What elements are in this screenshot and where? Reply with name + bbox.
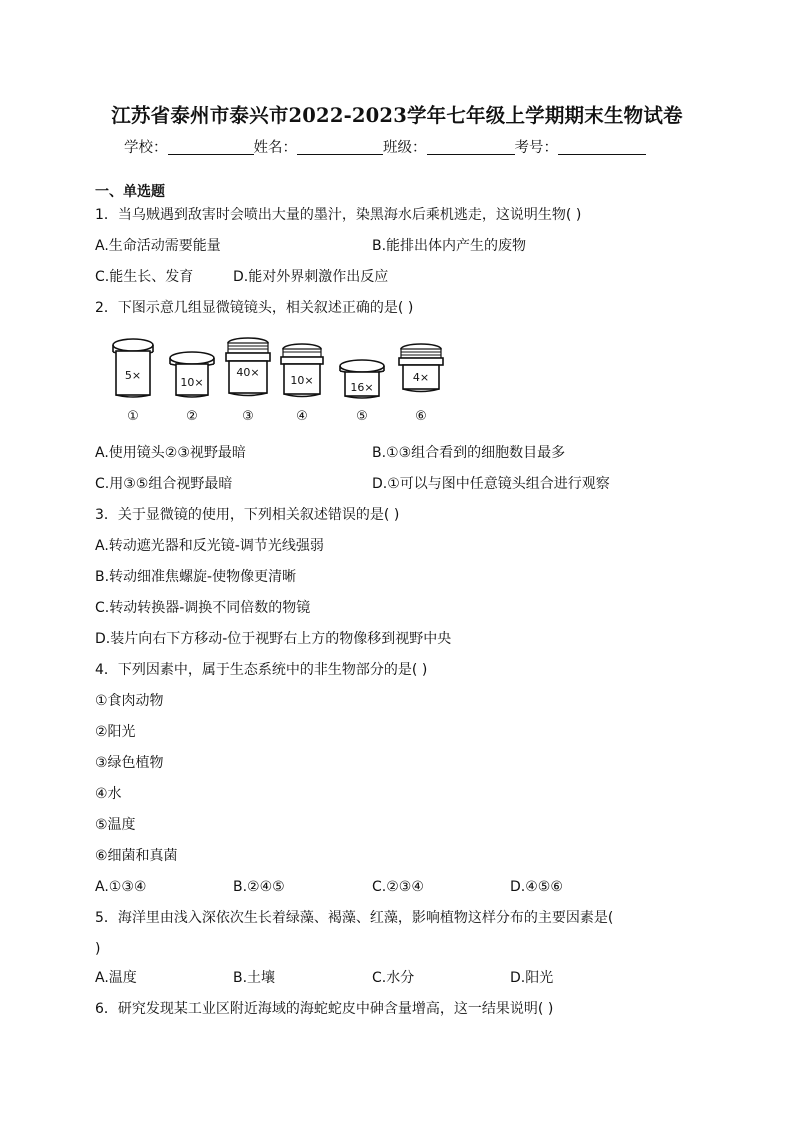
lens-6 bbox=[399, 344, 443, 424]
lens-5 bbox=[340, 360, 384, 424]
q4-option-c: C.②③④ bbox=[372, 879, 424, 895]
exam-number-blank bbox=[558, 139, 646, 155]
name-label: 姓名： bbox=[253, 140, 297, 156]
exam-number-label: 考号： bbox=[514, 140, 558, 156]
lens-1-mag: 5× bbox=[124, 369, 142, 382]
q2-option-d: D.①可以与图中任意镜头组合进行观察 bbox=[372, 476, 610, 492]
q5-stem: 5．海洋里由浅入深依次生长着绿藻、褐藻、红藻，影响植物这样分布的主要因素是( bbox=[95, 910, 614, 926]
q5-option-d: D.阳光 bbox=[510, 970, 554, 986]
lens-3 bbox=[226, 338, 270, 424]
q4-item: ③绿色植物 bbox=[95, 755, 164, 771]
q1-option-d: D.能对外界刺激作出反应 bbox=[233, 269, 389, 285]
lens-2-mag: 10× bbox=[180, 376, 204, 389]
section-heading: 一、单选题 bbox=[95, 184, 165, 200]
q4-item: ④水 bbox=[95, 786, 122, 802]
lens-5-num: ⑤ bbox=[356, 409, 368, 424]
lens-6-mag: 4× bbox=[412, 371, 430, 384]
lens-3-num: ③ bbox=[242, 409, 254, 424]
q4-option-d: D.④⑤⑥ bbox=[510, 879, 563, 895]
lens-2-num: ② bbox=[186, 409, 198, 424]
q2-option-a: A.使用镜头②③视野最暗 bbox=[95, 445, 246, 461]
q4-stem: 4．下列因素中，属于生态系统中的非生物部分的是( ) bbox=[95, 662, 428, 678]
q1-option-a: A.生命活动需要能量 bbox=[95, 238, 221, 254]
school-blank bbox=[168, 139, 254, 155]
q2-stem: 2．下图示意几组显微镜镜头，相关叙述正确的是( ) bbox=[95, 300, 414, 316]
q1-option-c: C.能生长、发育 bbox=[95, 269, 194, 285]
q3-option-d: D.装片向右下方移动-位于视野右上方的物像移到视野中央 bbox=[95, 631, 452, 647]
microscope-lens-figure bbox=[105, 336, 445, 428]
exam-title: 江苏省泰州市泰兴市2022-2023学年七年级上学期期末生物试卷 bbox=[111, 104, 683, 127]
q6-stem: 6．研究发现某工业区附近海域的海蛇蛇皮中砷含量增高，这一结果说明( ) bbox=[95, 1001, 554, 1017]
q4-item: ⑤温度 bbox=[95, 817, 136, 833]
lens-6-num: ⑥ bbox=[415, 409, 427, 424]
lens-4 bbox=[281, 344, 323, 424]
q5-option-c: C.水分 bbox=[372, 970, 415, 986]
q4-item: ①食肉动物 bbox=[95, 693, 164, 709]
q4-option-a: A.①③④ bbox=[95, 879, 147, 895]
school-label: 学校： bbox=[124, 140, 168, 156]
lens-1-num: ① bbox=[127, 409, 139, 424]
lens-5-mag: 16× bbox=[350, 381, 374, 394]
lens-4-num: ④ bbox=[296, 409, 308, 424]
lens-3-mag: 40× bbox=[236, 366, 260, 379]
lens-2 bbox=[170, 352, 214, 424]
q5-option-b: B.土壤 bbox=[233, 970, 276, 986]
class-label: 班级： bbox=[383, 140, 427, 156]
q4-option-b: B.②④⑤ bbox=[233, 879, 285, 895]
q5-stem-continued: ) bbox=[95, 941, 101, 957]
q4-item: ⑥细菌和真菌 bbox=[95, 848, 178, 864]
q5-option-a: A.温度 bbox=[95, 970, 137, 986]
q2-option-c: C.用③⑤组合视野最暗 bbox=[95, 476, 233, 492]
lens-4-mag: 10× bbox=[290, 374, 314, 387]
q2-option-b: B.①③组合看到的细胞数目最多 bbox=[372, 445, 566, 461]
student-info-row bbox=[124, 136, 646, 157]
q4-item: ②阳光 bbox=[95, 724, 136, 740]
q3-stem: 3．关于显微镜的使用，下列相关叙述错误的是( ) bbox=[95, 507, 400, 523]
q1-stem: 1．当乌贼遇到敌害时会喷出大量的墨汁，染黑海水后乘机逃走，这说明生物( ) bbox=[95, 207, 582, 223]
q3-option-c: C.转动转换器-调换不同倍数的物镜 bbox=[95, 600, 311, 616]
name-blank bbox=[297, 139, 383, 155]
class-blank bbox=[427, 139, 515, 155]
q1-option-b: B.能排出体内产生的废物 bbox=[372, 238, 527, 254]
q3-option-b: B.转动细准焦螺旋-使物像更清晰 bbox=[95, 569, 297, 585]
lens-1 bbox=[113, 339, 153, 424]
q3-option-a: A.转动遮光器和反光镜-调节光线强弱 bbox=[95, 538, 324, 554]
